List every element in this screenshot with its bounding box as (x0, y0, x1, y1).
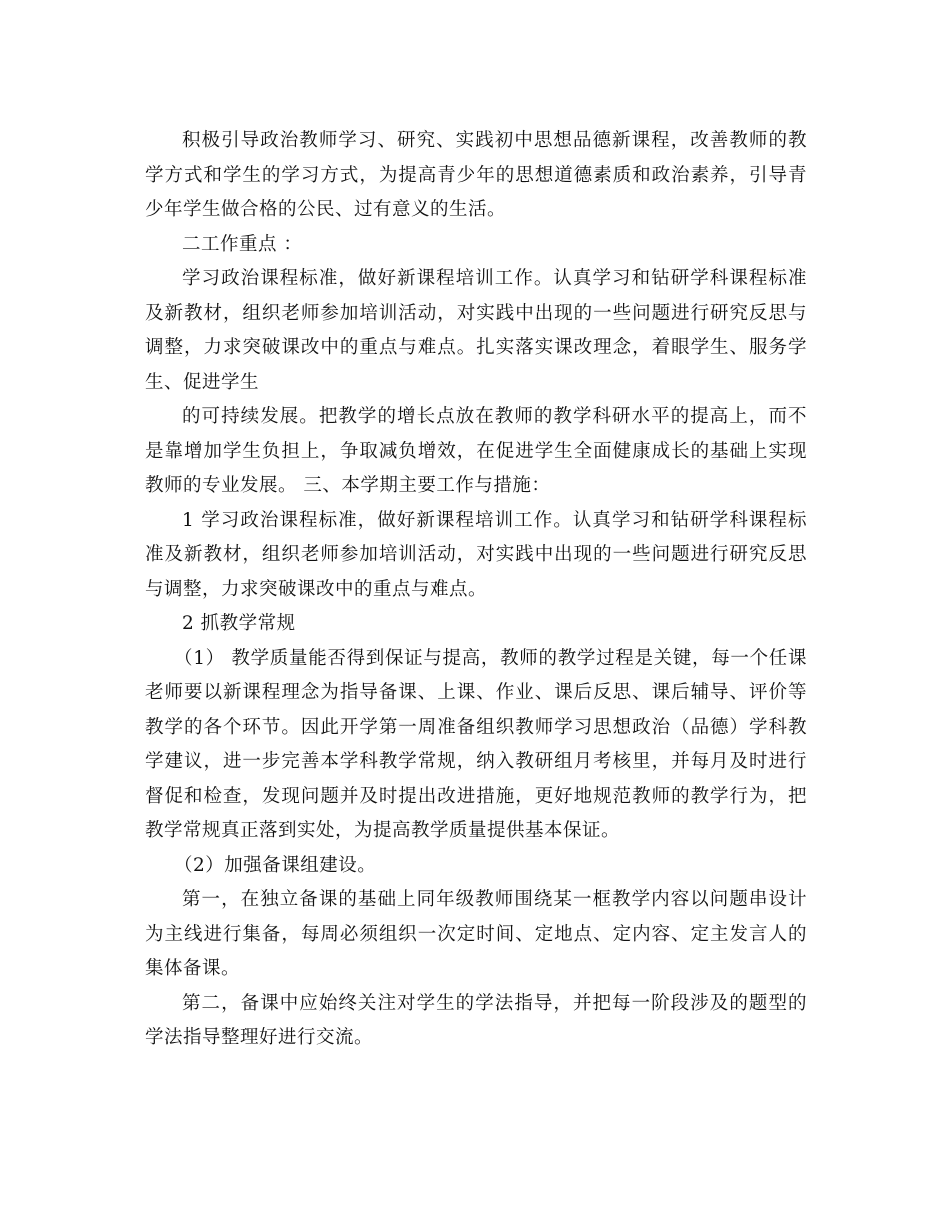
section-heading-work-focus: 二工作重点 ： (182, 233, 303, 255)
paragraph-sustainable-development: 的可持续发展。把教学的增长点放在教师的教学科研水平的提高上，而不是靠增加学生负担上，争取减负增效，在促进学生全面健康成长的基础上实现教师的专业发展。 三、本学期主要工作与措施： (145, 406, 807, 496)
section-heading-teaching-routine: 2 抓教学常规 (182, 613, 296, 634)
document-body (145, 124, 807, 1056)
paragraph-second: 第二，备课中应始终关注对学生的学法指导，并把每一阶段涉及的题型的学法指导整理好进行交流。 (145, 992, 807, 1048)
paragraph-subitem-2: （2）加强备课组建设。 (174, 854, 377, 876)
paragraph-intro: 积极引导政治教师学习、研究、实践初中思想品德新课程，改善教师的教学方式和学生的学习方式，为提高青少年的思想道德素质和政治素养，引导青少年学生做合格的公民、过有意义的生活。 (145, 130, 807, 220)
paragraph-subitem-1: （1） 教学质量能否得到保证与提高，教师的教学过程是关键，每一个任课老师要以新课程理念为指导备课、上课、作业、课后反思、课后辅导、评价等教学的各个环节。因此开学第一周准备组织教师学习思想政治（品德）学科教学建议，进一步完善本学科教学常规，纳入教研组月考核里，并每月及时进行督促和检查，发现问题并及时提出改进措施，更好地规范教师的教学行为，把教学常规真正落到实处，为提高教学质量提供基本保证。 (145, 647, 807, 841)
paragraph-item-1: 1 学习政治课程标准，做好新课程培训工作。认真学习和钻研学科课程标准及新教材，组织老师参加培训活动，对实践中出现的一些问题进行研究反思与调整，力求突破课改中的重点与难点。 (145, 509, 807, 600)
paragraph-study-standards: 学习政治课程标准，做好新课程培训工作。认真学习和钻研学科课程标准及新教材，组织老师参加培训活动，对实践中出现的一些问题进行研究反思与调整，力求突破课改中的重点与难点。扎实落实课改理念，着眼学生、服务学生、促进学生 (145, 268, 807, 393)
paragraph-first: 第一，在独立备课的基础上同年级教师围绕某一框教学内容以问题串设计为主线进行集备，每周必须组织一次定时间、定地点、定内容、定主发言人的集体备课。 (145, 889, 807, 979)
